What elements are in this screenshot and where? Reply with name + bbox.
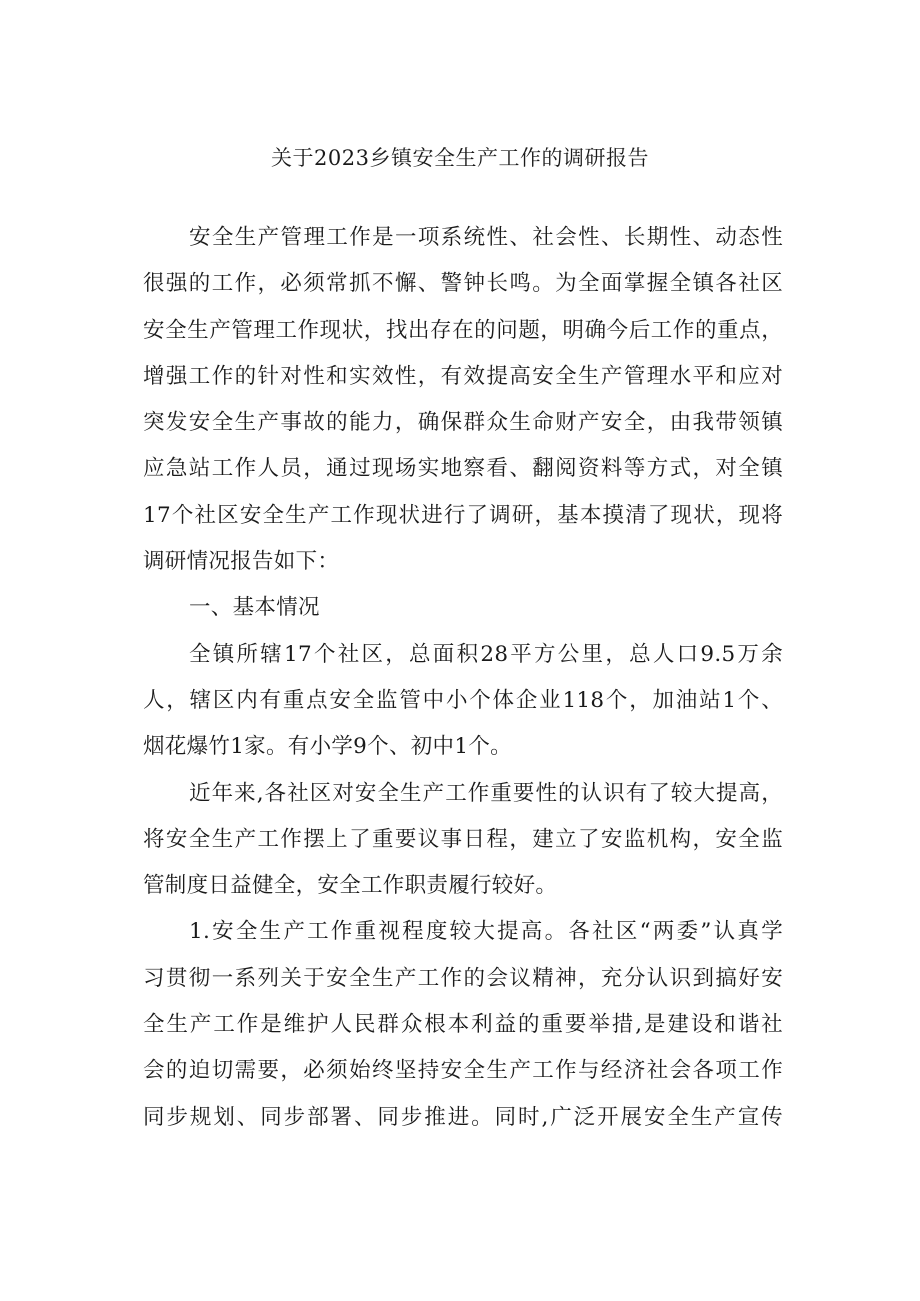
document-body — [143, 215, 783, 1141]
paragraph-line: 17个社区安全生产工作现状进行了调研，基本摸清了现状，现将 — [143, 502, 783, 528]
paragraph-line: 增强工作的针对性和实效性，有效提高安全生产管理水平和应对 — [143, 363, 783, 389]
document-title: 关于2023乡镇安全生产工作的调研报告 — [271, 146, 649, 170]
paragraph-line: 同步规划、同步部署、同步推进。同时,广泛开展安全生产宣传 — [143, 1104, 783, 1130]
paragraph-line: 安全生产管理工作是一项系统性、社会性、长期性、动态性 — [189, 225, 783, 250]
paragraph-line: 1.安全生产工作重视程度较大提高。各社区“两委”认真学 — [189, 919, 783, 945]
paragraph-line: 近年来,各社区对安全生产工作重要性的认识有了较大提高， — [189, 780, 783, 806]
paragraph-line: 将安全生产工作摆上了重要议事日程，建立了安监机构，安全监 — [143, 826, 783, 852]
paragraph-line: 很强的工作，必须常抓不懈、警钟长鸣。为全面掌握全镇各社区 — [143, 271, 783, 297]
paragraph-line: 烟花爆竹1家。有小学9个、初中1个。 — [143, 734, 512, 760]
paragraph-line: 安全生产管理工作现状，找出存在的问题，明确今后工作的重点， — [143, 317, 783, 343]
paragraph-line: 管制度日益健全，安全工作职责履行较好。 — [143, 873, 558, 899]
paragraph-line: 突发安全生产事故的能力，确保群众生命财产安全，由我带领镇 — [143, 410, 783, 436]
paragraph-line: 全生产工作是维护人民群众根本利益的重要举措,是建设和谐社 — [143, 1012, 783, 1038]
paragraph-line: 人，辖区内有重点安全监管中小个体企业118个，加油站1个、 — [143, 687, 783, 713]
paragraph-line: 习贯彻一系列关于安全生产工作的会议精神，充分认识到搞好安 — [143, 965, 783, 991]
section-heading: 一、基本情况 — [189, 595, 320, 621]
paragraph-line: 会的迫切需要，必须始终坚持安全生产工作与经济社会各项工作 — [143, 1058, 783, 1084]
paragraph-line: 应急站工作人员，通过现场实地察看、翻阅资料等方式，对全镇 — [143, 456, 783, 482]
paragraph-line: 调研情况报告如下： — [143, 549, 340, 575]
paragraph-line: 全镇所辖17个社区，总面积28平方公里，总人口9.5万余 — [189, 641, 783, 667]
